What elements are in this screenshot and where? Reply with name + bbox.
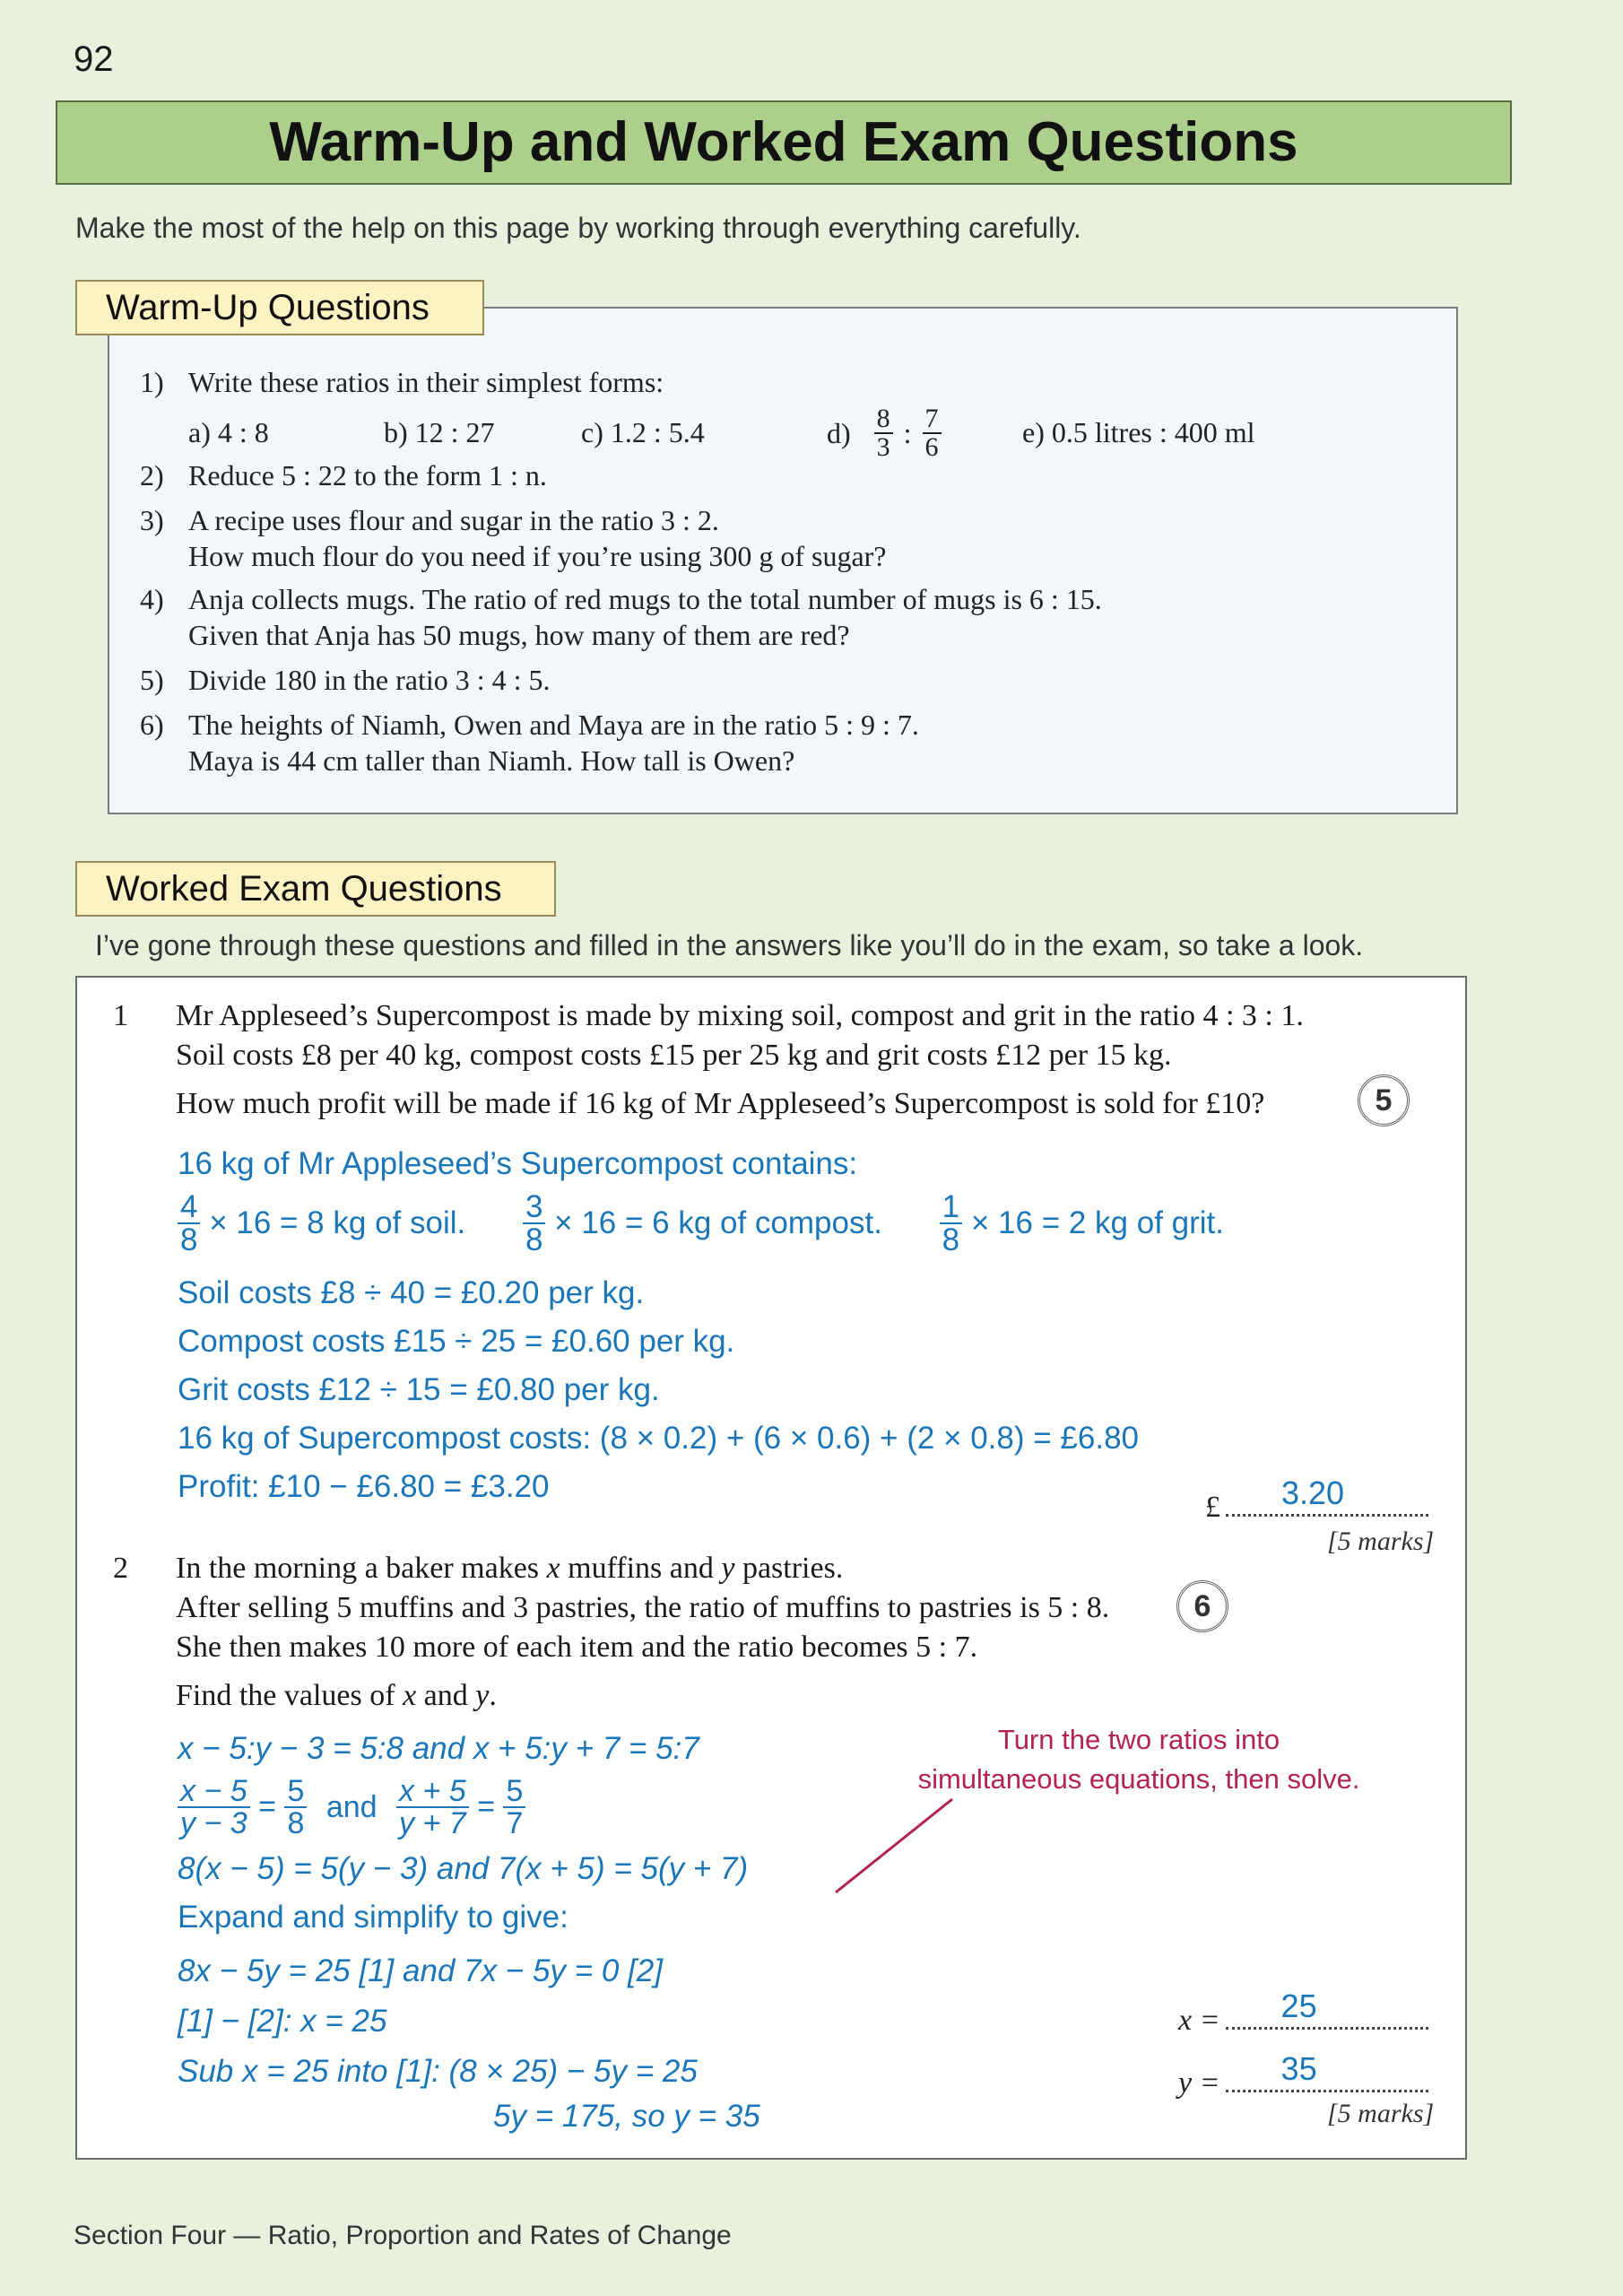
equals: = bbox=[477, 1789, 495, 1824]
fraction-1-8 bbox=[940, 1191, 962, 1256]
warmup-q5-text: Divide 180 in the ratio 3 : 4 : 5. bbox=[188, 664, 551, 696]
fraction-numerator: x − 5 bbox=[178, 1776, 250, 1808]
hint-line-2: simultaneous equations, then solve. bbox=[917, 1763, 1360, 1795]
worked-q1-number: 1 bbox=[113, 999, 128, 1032]
fraction-denominator: 8 bbox=[180, 1222, 198, 1257]
warmup-q1-b: b) 12 : 27 bbox=[384, 416, 495, 448]
x-label: x = bbox=[1178, 2004, 1220, 2037]
worked-q2-step3: 8(x − 5) = 5(y − 3) and 7(x + 5) = 5(y + 7) bbox=[178, 1851, 749, 1886]
worked-q2-line2: After selling 5 muffins and 3 pastries, the ratio of muffins to pastries is 5 : 8. bbox=[176, 1591, 1110, 1624]
text: In the morning a baker makes bbox=[176, 1552, 547, 1585]
warmup-q1-text: Write these ratios in their simplest forms: bbox=[188, 366, 664, 398]
worked-q1-marks: [5 marks] bbox=[1327, 1526, 1435, 1556]
warmup-q1-number: 1) bbox=[140, 366, 164, 398]
text: and bbox=[416, 1679, 476, 1712]
text: Find the values of bbox=[176, 1679, 404, 1712]
answer-line bbox=[1226, 2050, 1428, 2092]
worked-q1-step1: 16 kg of Mr Appleseed’s Supercompost contains: bbox=[178, 1146, 858, 1181]
soil-calc: × 16 = 8 kg of soil. bbox=[209, 1205, 466, 1240]
compost-calc: × 16 = 6 kg of compost. bbox=[554, 1205, 882, 1240]
fraction-5-8 bbox=[284, 1776, 307, 1839]
warmup-q1-e: e) 0.5 litres : 400 ml bbox=[1022, 416, 1255, 448]
warmup-q4-line2: Given that Anja has 50 mugs, how many of them are red? bbox=[188, 619, 850, 651]
worked-intro: I’ve gone through these questions and filled in the answers like you’ll do in the exam, so take a look. bbox=[95, 929, 1364, 961]
fraction-4-8 bbox=[178, 1191, 200, 1256]
fraction-denominator: 6 bbox=[924, 432, 939, 462]
worked-q2-step7: Sub x = 25 into [1]: (8 × 25) − 5y = 25 bbox=[178, 2054, 698, 2089]
page-number: 92 bbox=[74, 39, 114, 79]
fraction-denominator: 3 bbox=[876, 432, 890, 462]
fraction-denominator: y + 7 bbox=[399, 1806, 466, 1840]
worked-q2-x-answer bbox=[1178, 1987, 1428, 2038]
warmup-q1-d bbox=[827, 405, 942, 461]
worked-q1-step5: 16 kg of Supercompost costs: (8 × 0.2) + (6 × 0.6) + (2 × 0.8) = £6.80 bbox=[178, 1421, 1139, 1456]
worked-q1-line2: Soil costs £8 per 40 kg, compost costs £15 per 25 kg and grit costs £12 per 15 kg. bbox=[176, 1039, 1172, 1072]
worked-q2-step8: 5y = 175, so y = 35 bbox=[493, 2099, 760, 2134]
fraction-8-3 bbox=[874, 405, 893, 461]
fraction-x-5-y-3 bbox=[178, 1776, 250, 1839]
worked-q1-answer bbox=[1205, 1474, 1428, 1525]
warmup-q4-number: 4) bbox=[140, 583, 164, 615]
warmup-q3-line1: A recipe uses flour and sugar in the ratio 3 : 2. bbox=[188, 504, 719, 536]
warmup-q6-line1: The heights of Niamh, Owen and Maya are in the ratio 5 : 9 : 7. bbox=[188, 709, 919, 741]
answer-value: 25 bbox=[1280, 1987, 1317, 2024]
worked-q1-step3: Compost costs £15 ÷ 25 = £0.60 per kg. bbox=[178, 1324, 735, 1359]
grit-calc: × 16 = 2 kg of grit. bbox=[970, 1205, 1224, 1240]
and-word: and bbox=[325, 1789, 378, 1824]
answer-value: 35 bbox=[1280, 2050, 1317, 2087]
var-x: x bbox=[403, 1679, 417, 1712]
var-x: x bbox=[546, 1552, 560, 1585]
worked-q1-step4: Grit costs £12 ÷ 15 = £0.80 per kg. bbox=[178, 1372, 660, 1407]
worked-q1-step2: Soil costs £8 ÷ 40 = £0.20 per kg. bbox=[178, 1275, 645, 1310]
warmup-q1-d-label: d) bbox=[827, 416, 851, 449]
worked-heading: Worked Exam Questions bbox=[75, 861, 556, 917]
text: pastries. bbox=[734, 1552, 844, 1585]
pound-sign: £ bbox=[1205, 1491, 1220, 1524]
fraction-5-7 bbox=[503, 1776, 525, 1839]
ratio-colon: : bbox=[903, 416, 912, 449]
worked-q2-y-answer bbox=[1178, 2050, 1428, 2100]
fraction-numerator: 1 bbox=[940, 1191, 962, 1224]
fraction-numerator: 7 bbox=[923, 405, 942, 434]
fraction-numerator: x + 5 bbox=[396, 1776, 469, 1808]
warmup-q1-c: c) 1.2 : 5.4 bbox=[581, 416, 705, 448]
worked-q2-line3: She then makes 10 more of each item and the ratio becomes 5 : 7. bbox=[176, 1631, 978, 1664]
fraction-denominator: 8 bbox=[287, 1806, 305, 1840]
text: . bbox=[489, 1679, 497, 1712]
worked-q2-number: 2 bbox=[113, 1552, 128, 1585]
warmup-q2-number: 2) bbox=[140, 459, 164, 491]
fraction-denominator: 8 bbox=[942, 1222, 960, 1257]
warmup-q3-line2: How much flour do you need if you’re using 300 g of sugar? bbox=[188, 540, 887, 572]
hint-line-1: Turn the two ratios into bbox=[997, 1724, 1280, 1755]
text: muffins and bbox=[560, 1552, 722, 1585]
grade-badge-icon: 5 bbox=[1358, 1074, 1410, 1126]
fraction-7-6 bbox=[923, 405, 942, 461]
worked-q2-step4: Expand and simplify to give: bbox=[178, 1900, 568, 1935]
warmup-q6-number: 6) bbox=[140, 709, 164, 741]
warmup-q3-number: 3) bbox=[140, 504, 164, 536]
fraction-denominator: 8 bbox=[525, 1222, 543, 1257]
fraction-numerator: 8 bbox=[874, 405, 893, 434]
equals: = bbox=[258, 1789, 276, 1824]
var-y: y bbox=[721, 1552, 735, 1585]
worked-q2-line1 bbox=[176, 1552, 843, 1586]
var-y: y bbox=[475, 1679, 490, 1712]
worked-q2-step5: 8x − 5y = 25 [1] and 7x − 5y = 0 [2] bbox=[178, 1953, 663, 1988]
fraction-numerator: 3 bbox=[523, 1191, 545, 1224]
fraction-denominator: 7 bbox=[506, 1806, 524, 1840]
worked-q2-marks: [5 marks] bbox=[1327, 2099, 1435, 2128]
worked-q2-line4 bbox=[176, 1679, 497, 1713]
fraction-numerator: 5 bbox=[284, 1776, 307, 1808]
warmup-q2-text: Reduce 5 : 22 to the form 1 : n. bbox=[188, 459, 547, 491]
intro-text: Make the most of the help on this page by working through everything carefully. bbox=[75, 212, 1081, 244]
fraction-x-5-y-7 bbox=[396, 1776, 469, 1839]
grade-badge-icon: 6 bbox=[1176, 1580, 1228, 1632]
worked-q1-step6: Profit: £10 − £6.80 = £3.20 bbox=[178, 1469, 550, 1504]
fraction-denominator: y − 3 bbox=[180, 1806, 247, 1840]
warmup-q5-number: 5) bbox=[140, 664, 164, 696]
hint-note bbox=[906, 1720, 1372, 1799]
warmup-q1-a: a) 4 : 8 bbox=[188, 416, 269, 448]
warmup-q6-line2: Maya is 44 cm taller than Niamh. How tall is Owen? bbox=[188, 744, 795, 777]
worked-q2-fractions bbox=[178, 1776, 525, 1839]
worked-q1-fractions bbox=[178, 1191, 1224, 1256]
answer-line bbox=[1226, 1987, 1428, 2030]
worked-q2-step6: [1] − [2]: x = 25 bbox=[178, 2004, 387, 2039]
answer-line bbox=[1226, 1474, 1428, 1517]
worked-q1-line1: Mr Appleseed’s Supercompost is made by mixing soil, compost and grit in the ratio 4 : 3 : 1. bbox=[176, 999, 1304, 1032]
hint-pointer-line bbox=[825, 1792, 959, 1900]
fraction-numerator: 5 bbox=[503, 1776, 525, 1808]
page-title: Warm-Up and Worked Exam Questions bbox=[56, 100, 1512, 185]
fraction-numerator: 4 bbox=[178, 1191, 200, 1224]
footer-section: Section Four — Ratio, Proportion and Rates of Change bbox=[74, 2221, 732, 2250]
worked-q2-step1: x − 5:y − 3 = 5:8 and x + 5:y + 7 = 5:7 bbox=[178, 1731, 699, 1766]
warmup-q4-line1: Anja collects mugs. The ratio of red mugs to the total number of mugs is 6 : 15. bbox=[188, 583, 1102, 615]
warmup-heading: Warm-Up Questions bbox=[75, 280, 484, 335]
fraction-3-8 bbox=[523, 1191, 545, 1256]
worked-q1-line3: How much profit will be made if 16 kg of Mr Appleseed’s Supercompost is sold for £10? bbox=[176, 1087, 1265, 1120]
y-label: y = bbox=[1178, 2066, 1220, 2100]
answer-value: 3.20 bbox=[1281, 1474, 1345, 1511]
